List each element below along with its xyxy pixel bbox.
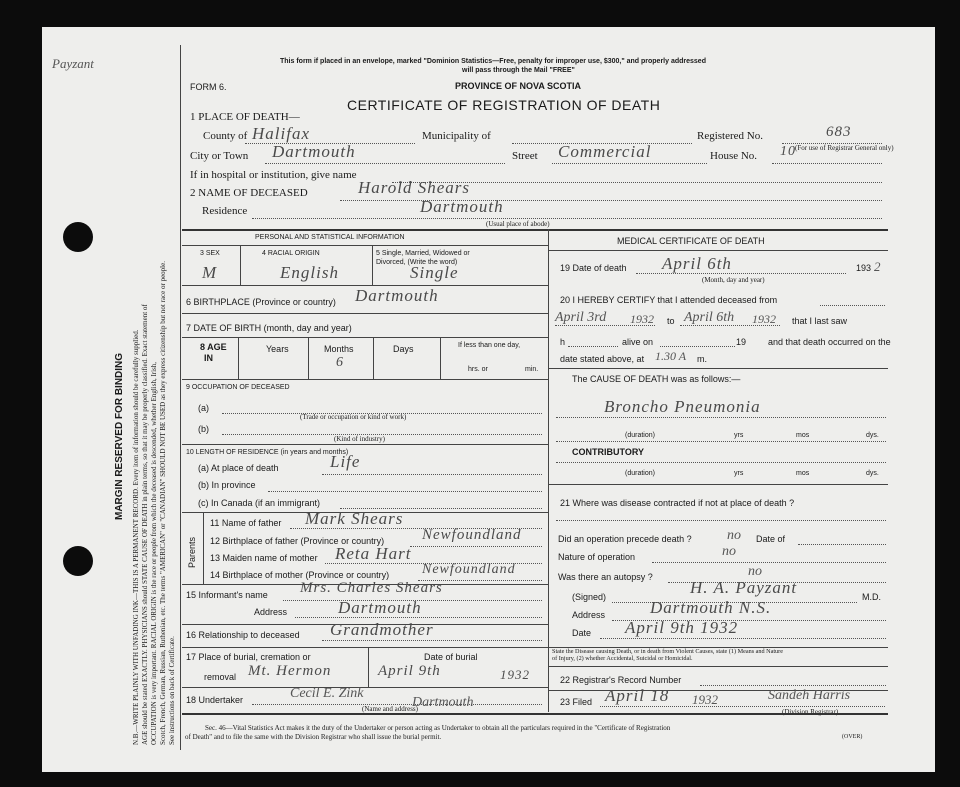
less-day-label: If less than one day, (458, 342, 521, 349)
signed-date-value: April 9th 1932 (625, 618, 739, 637)
nineteen-label: 19 (736, 337, 747, 347)
residence-length-label: 10 LENGTH OF RESIDENCE (in years and months) (186, 449, 349, 456)
rule (373, 337, 374, 379)
mother-label: 13 Maiden name of mother (210, 553, 318, 563)
attended-from-year: 1932 (630, 312, 654, 326)
occ-b-note: (Kind of industry) (334, 435, 385, 443)
rule (182, 379, 548, 380)
certificate-title: CERTIFICATE OF REGISTRATION OF DEATH (347, 97, 661, 113)
rule (182, 313, 548, 314)
months-label: Months (324, 344, 354, 354)
burial-label: 17 Place of burial, cremation or (186, 652, 311, 662)
date-of-label: Date of (756, 534, 786, 544)
attended-to-year: 1932 (752, 312, 776, 326)
margin-note-2: AGE should be stated EXACTLY. PHYSICIANS should STATE CAUSE OF DEATH in plain terms, so that it may be properly classified. Exact statement of (141, 304, 149, 745)
cause-value: Broncho Pneumonia (604, 397, 761, 416)
relationship-label: 16 Relationship to deceased (186, 630, 300, 640)
rule (556, 462, 886, 463)
contributory-label: CONTRIBUTORY (572, 447, 644, 457)
physician-address-label: Address (572, 610, 606, 620)
relationship-value: Grandmother (330, 620, 434, 639)
rule (268, 491, 542, 492)
informant-label: 15 Informant's name (186, 590, 268, 600)
death-date-value: April 6th (662, 254, 732, 273)
rule (308, 337, 309, 379)
md-label: M.D. (862, 592, 881, 602)
rule (368, 647, 369, 687)
residence-label: Residence (202, 205, 248, 217)
province-heading: PROVINCE OF NOVA SCOTIA (455, 81, 582, 91)
signed-label: (Signed) (572, 592, 607, 602)
rule (240, 245, 241, 285)
house-no-value: 10 (780, 144, 796, 159)
last-saw-label: that I last saw (792, 316, 848, 326)
signed-date-label: Date (572, 628, 592, 638)
father-value: Mark Shears (305, 509, 404, 528)
marital-label-2: Divorced, (Write the word) (376, 259, 458, 266)
res-a-label: (a) At place of death (198, 463, 279, 473)
autopsy-value: no (748, 564, 762, 579)
filed-date-value: April 18 (605, 686, 670, 705)
racial-value: English (280, 263, 339, 282)
residence-line (252, 218, 882, 219)
rule (322, 474, 542, 475)
rule (410, 546, 542, 547)
rule (372, 245, 373, 285)
death-time-value: 1.30 A (655, 349, 687, 363)
center-divider (548, 229, 549, 712)
rule (556, 441, 886, 442)
violent-note-1: State the Disease causing Death, or in death from Violent Causes, state (1) Means and Nature (552, 648, 783, 655)
street-value: Commercial (558, 142, 652, 161)
duration-label: (duration) (625, 432, 655, 439)
yrs-label-2: yrs (734, 470, 744, 477)
registrar-record-label: 22 Registrar's Record Number (560, 675, 682, 685)
rule (182, 444, 548, 445)
cause-label: The CAUSE OF DEATH was as follows:— (572, 374, 741, 384)
street-label: Street (512, 150, 538, 162)
division-registrar-label: (Division Registrar) (782, 708, 839, 716)
deceased-name-label: 2 NAME OF DECEASED (190, 187, 308, 199)
rule (652, 562, 886, 563)
birthplace-label: 6 BIRTHPLACE (Province or country) (186, 297, 336, 307)
margin-note-5: See instructions on back of Certificate. (168, 636, 176, 745)
dob-label: 7 DATE OF BIRTH (month, day and year) (186, 323, 352, 333)
margin-reserved-label: MARGIN RESERVED FOR BINDING (114, 352, 125, 520)
physician-address-value: Dartmouth N.S. (650, 598, 772, 617)
mother-birthplace-label: 14 Birthplace of mother (Province or country) (210, 570, 390, 580)
filed-year-value: 1932 (692, 692, 718, 707)
mother-birthplace-value: Newfoundland (422, 562, 516, 577)
undertaker-note: (Name and address) (362, 705, 418, 713)
sex-label: 3 SEX (200, 250, 220, 257)
rule (182, 337, 548, 338)
form-number: FORM 6. (190, 82, 227, 92)
burial-place-value: Mt. Hermon (248, 663, 332, 679)
rule (322, 640, 542, 641)
autopsy-label: Was there an autopsy ? (558, 572, 653, 582)
occupation-label: 9 OCCUPATION OF DECEASED (186, 384, 290, 391)
burial-date-label: Date of burial (424, 652, 478, 662)
operation-value: no (727, 528, 741, 543)
street-line (552, 163, 707, 164)
rule (548, 368, 888, 369)
h-label: h (560, 337, 566, 347)
q21-label: 21 Where was disease contracted if not at place of death ? (560, 498, 795, 508)
hrs-label: hrs. or (468, 366, 488, 373)
occ-a-note: (Trade or occupation or kind of work) (300, 413, 407, 421)
mother-value: Reta Hart (335, 544, 412, 563)
footer-line-2: of Death" and to file the same with the Division Registrar who shall issue the burial permit. (185, 733, 442, 741)
residence-note: (Usual place of abode) (486, 220, 550, 228)
undertaker-label: 18 Undertaker (186, 695, 244, 705)
rule (568, 346, 618, 347)
margin-note-3: OCCUPATION is very important. RACIAL ORIGIN is the race or people from which the deceased is descended, whether English, Irish, (150, 361, 158, 745)
days-label: Days (393, 344, 414, 354)
margin-border (180, 45, 181, 750)
death-occurred-label: and that death occurred on the (768, 337, 891, 347)
months-value: 6 (336, 355, 344, 370)
margin-note-1: N.B.—WRITE PLAINLY WITH UNFADING INK—THIS IS A PERMANENT RECORD. Every item of information should be carefully supplied. (132, 329, 140, 745)
nature-value: no (722, 544, 736, 559)
table-top-border (182, 229, 888, 231)
registered-no-value: 683 (826, 124, 852, 140)
death-date-label: 19 Date of death (560, 263, 627, 273)
dys-label: dys. (866, 432, 879, 439)
rule (556, 520, 886, 521)
parents-label: Parents (187, 536, 197, 568)
envelope-note: This form if placed in an envelope, marked "Dominion Statistics—Free, penalty for improper use, $300," and properly addressed (280, 58, 706, 65)
yrs-label: yrs (734, 432, 744, 439)
registered-label: Registered No. (697, 130, 763, 142)
rule (600, 638, 886, 639)
rule (182, 245, 548, 246)
to-label: to (667, 316, 675, 326)
undertaker-value: Cecil E. Zink (290, 686, 364, 701)
house-label: House No. (710, 150, 758, 162)
registrar-note: (For use of Registrar General only) (795, 144, 894, 152)
res-c-label: (c) In Canada (if an immigrant) (198, 498, 321, 508)
father-birthplace-value: Newfoundland (422, 527, 522, 543)
rule (182, 647, 548, 648)
attended-to-value: April 6th (684, 310, 735, 325)
residence-value: Dartmouth (420, 197, 504, 216)
certify-label: 20 I HEREBY CERTIFY that I attended deceased from (560, 295, 778, 305)
marital-value: Single (410, 263, 459, 282)
hospital-label: If in hospital or institution, give name (190, 169, 357, 181)
res-b-label: (b) In province (198, 480, 256, 490)
margin-handwritten-name: Payzant (52, 56, 94, 71)
registrar-signature: Sandeh Harris (768, 688, 851, 703)
rule (556, 417, 886, 418)
informant-value: Mrs. Charles Shears (300, 580, 443, 596)
death-year-digit: 2 (874, 259, 881, 274)
rule (548, 484, 888, 485)
rule (700, 685, 886, 686)
margin-note-4: Scotch, French, German, Russian, Ruthenian, etc. The terms "AMERICAN" or "CANADIAN" SHOULD NOT BE USED as they express citizenship but not race or people. (159, 261, 167, 745)
rule (600, 706, 885, 707)
place-heading: 1 PLACE OF DEATH— (190, 111, 300, 123)
table-bottom-border (182, 713, 888, 715)
county-label: County of (203, 130, 248, 142)
mos-label: mos (796, 432, 810, 439)
city-line (265, 163, 505, 164)
footer-line-1: Sec. 46—Vital Statistics Act makes it the duty of the Undertaker or person acting as Undertaker to obtain all the particulars required in the "Certificate of Registration (205, 724, 671, 732)
city-label: City or Town (190, 150, 249, 162)
physician-signature: H. A. Payzant (690, 578, 798, 597)
occ-a-label: (a) (198, 403, 209, 413)
duration-label-2: (duration) (625, 470, 655, 477)
informant-address-value: Dartmouth (338, 598, 422, 617)
burial-year-value: 1932 (500, 667, 530, 682)
death-year-prefix: 193 (856, 263, 872, 273)
county-value: Halifax (252, 124, 310, 143)
rule (548, 250, 888, 251)
rule (203, 512, 204, 584)
removal-label: removal (204, 672, 237, 682)
age-label: 8 AGE (200, 342, 227, 352)
medical-heading: MEDICAL CERTIFICATE OF DEATH (617, 236, 765, 246)
nature-label: Nature of operation (558, 552, 636, 562)
over-label: (OVER) (842, 734, 863, 740)
filed-label: 23 Filed (560, 697, 593, 707)
municipality-label: Municipality of (422, 130, 491, 142)
personal-heading: PERSONAL AND STATISTICAL INFORMATION (255, 234, 405, 241)
rule (182, 687, 548, 688)
marital-label: 5 Single, Married, Widowed or (376, 250, 470, 257)
years-label: Years (266, 344, 289, 354)
rule (820, 305, 885, 306)
racial-label: 4 RACIAL ORIGIN (262, 250, 320, 257)
sex-value: M (202, 263, 218, 282)
burial-date-value: April 9th (378, 663, 441, 679)
birthplace-value: Dartmouth (355, 286, 439, 305)
city-value: Dartmouth (272, 142, 356, 161)
deceased-name-value: Harold Shears (358, 178, 471, 197)
rule (440, 337, 441, 379)
res-a-value: Life (330, 452, 361, 471)
father-label: 11 Name of father (210, 518, 282, 528)
rule (548, 666, 888, 667)
mail-note: will pass through the Mail "FREE" (462, 67, 575, 74)
alive-on-label: alive on (622, 337, 654, 347)
m-label: m. (697, 354, 707, 364)
informant-address-label: Address (254, 607, 288, 617)
rule (660, 346, 735, 347)
death-date-note: (Month, day and year) (702, 276, 765, 284)
attended-from-value: April 3rd (555, 310, 607, 325)
rule (238, 337, 239, 379)
violent-note-2: of Injury, (2) whether Accidental, Suicidal or Homicidal. (552, 655, 693, 662)
binding-hole-bottom (63, 546, 93, 576)
house-line (772, 163, 882, 164)
age-in-label: IN (204, 353, 213, 363)
rule (798, 544, 886, 545)
father-birthplace-label: 12 Birthplace of father (Province or country) (210, 536, 385, 546)
date-stated-label: date stated above, at (560, 354, 645, 364)
binding-hole-top (63, 222, 93, 252)
undertaker-address-value: Dartmouth (412, 695, 474, 710)
dys-label-2: dys. (866, 470, 879, 477)
mos-label-2: mos (796, 470, 810, 477)
min-label: min. (525, 366, 539, 373)
occ-b-label: (b) (198, 424, 209, 434)
operation-label: Did an operation precede death ? (558, 534, 692, 544)
